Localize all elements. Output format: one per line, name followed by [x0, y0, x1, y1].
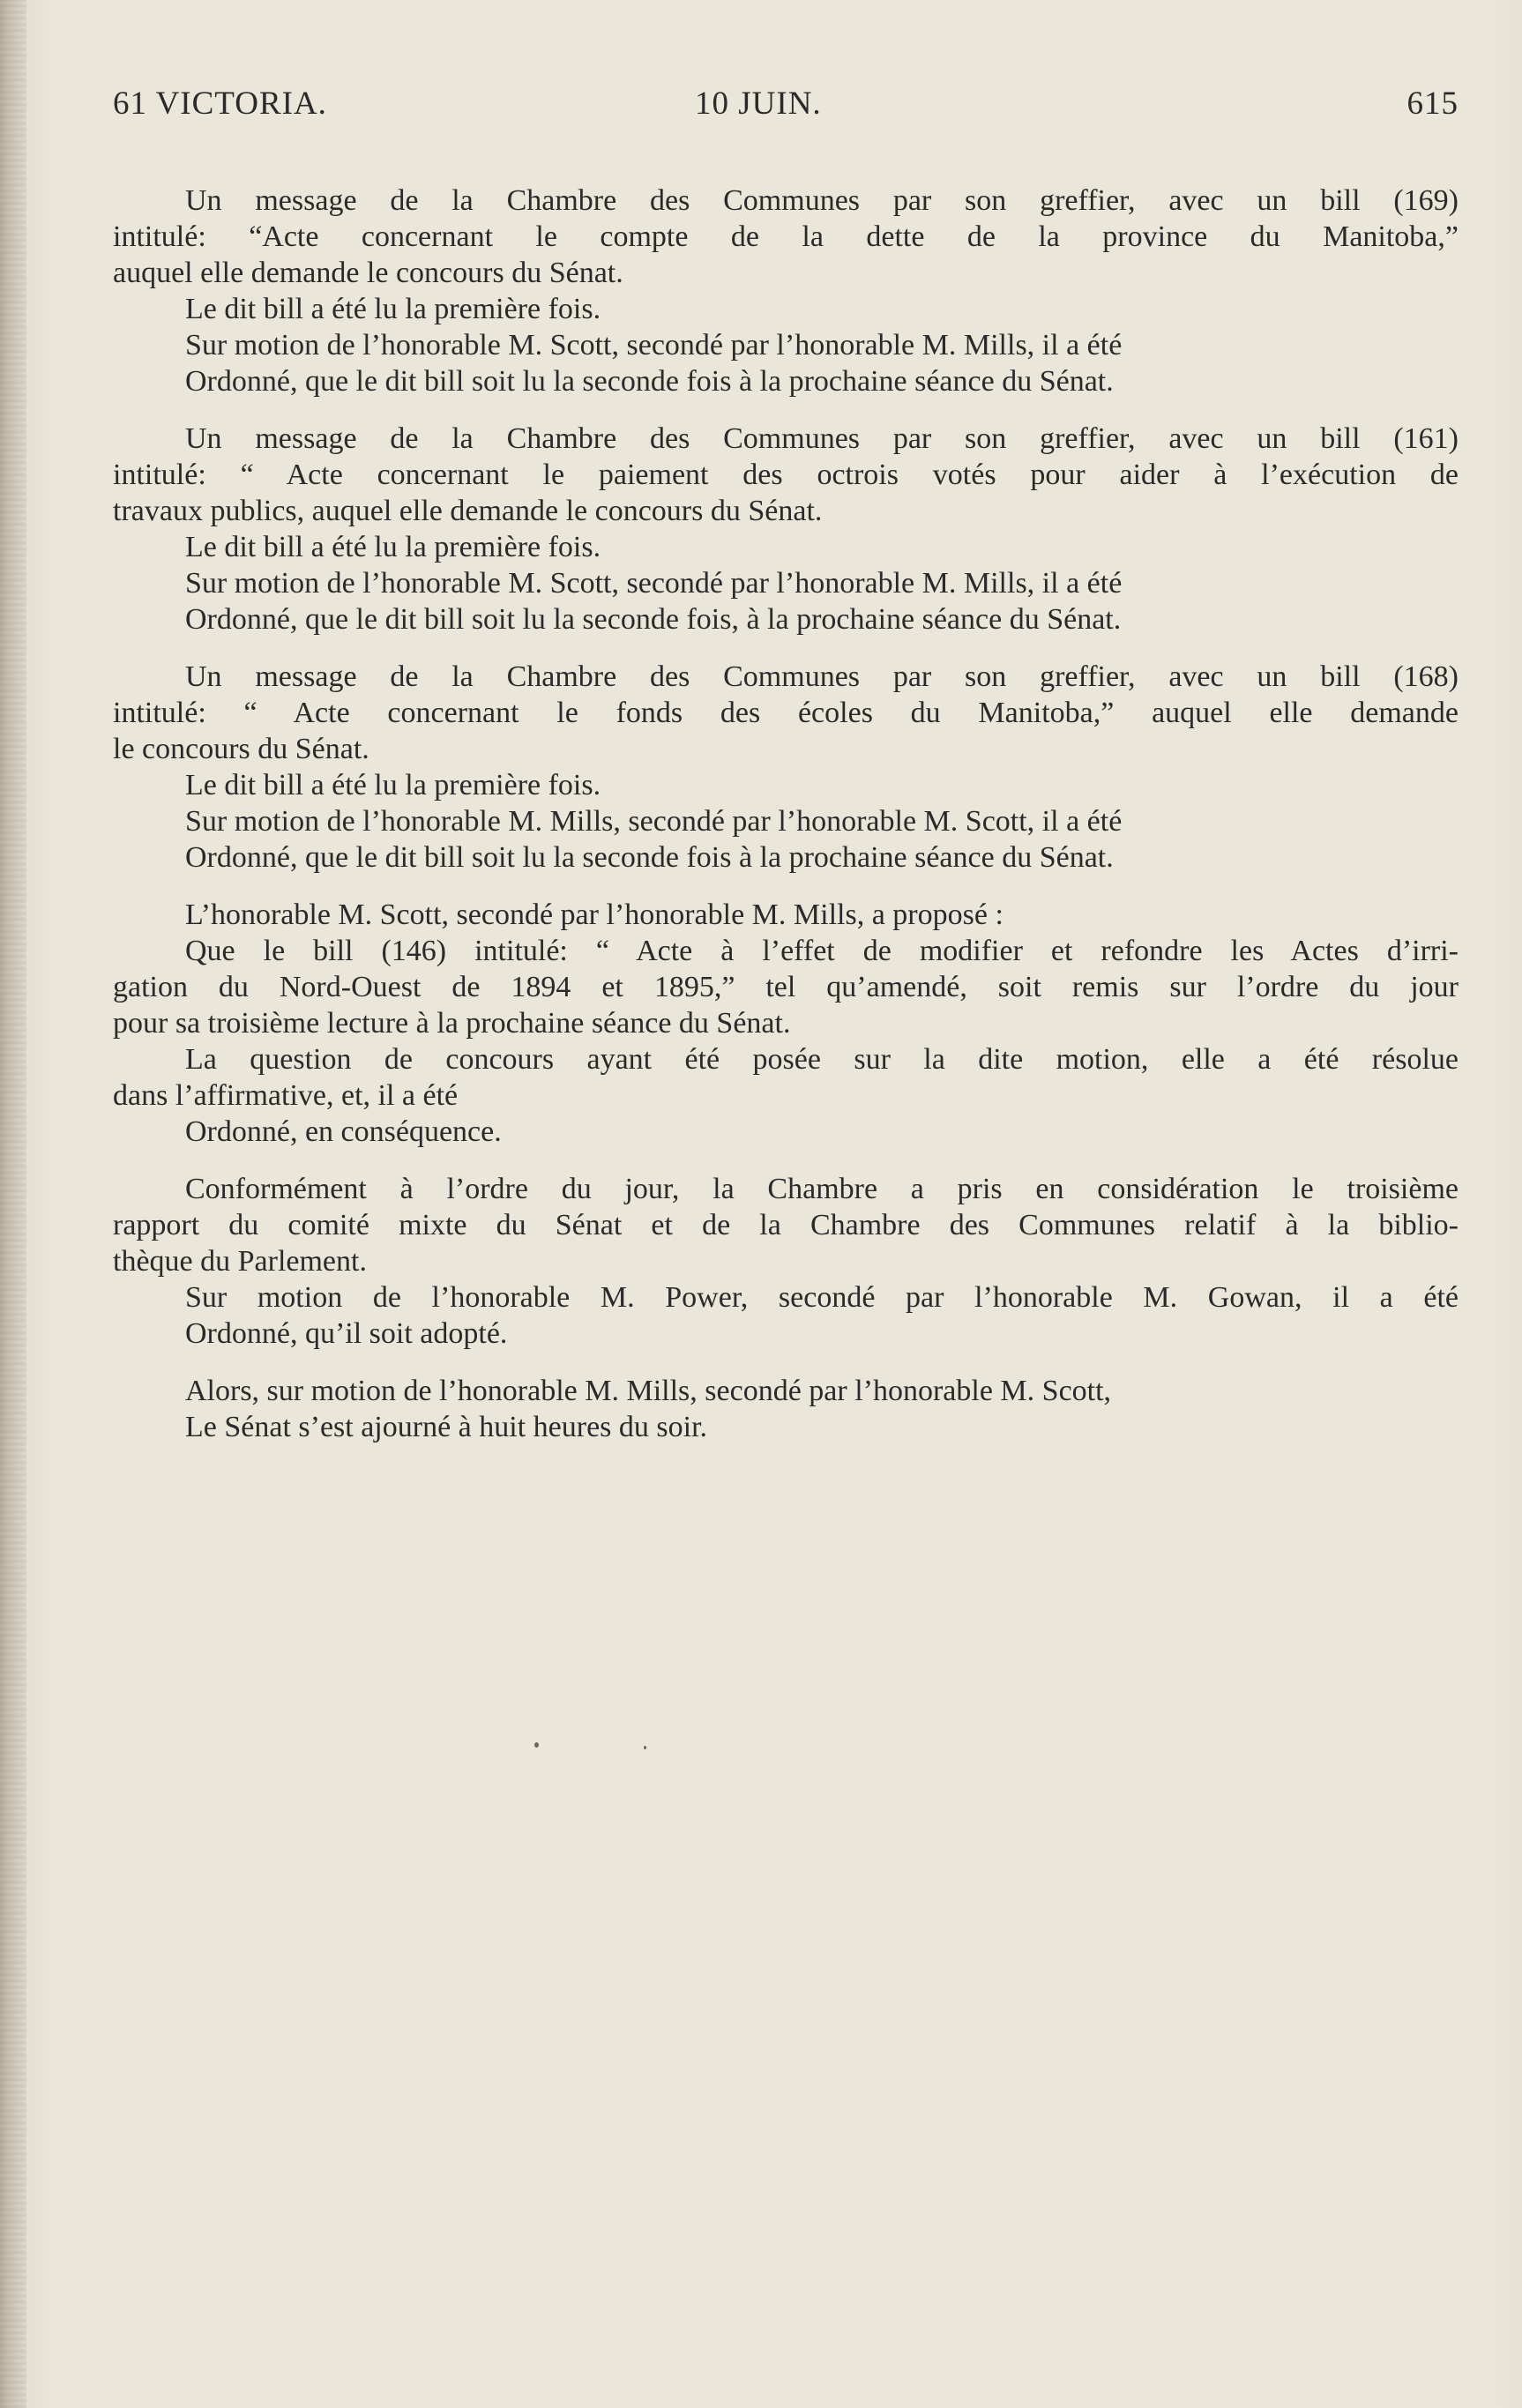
text-line: Ordonné, qu’il soit adopté. [185, 1317, 508, 1350]
paragraph-adjournment [113, 1373, 1459, 1445]
text-line: Sur motion de l’honorable M. Mills, secondé par l’honorable M. Scott, il a été [185, 805, 1123, 838]
journal-body [113, 183, 1459, 1466]
text-line: intitulé: “ Acte concernant le paiement des octrois votés pour aider à l’exécution de [113, 458, 1459, 491]
text-line: Sur motion de l’honorable M. Scott, secondé par l’honorable M. Mills, il a été [185, 567, 1123, 600]
text-line: Un message de la Chambre des Communes par son greffier, avec un bill (168) [185, 660, 1459, 693]
text-line: gation du Nord-Ouest de 1894 et 1895,” tel qu’amendé, soit remis sur l’ordre du jour [113, 971, 1459, 1003]
text-line: Ordonné, que le dit bill soit lu la seconde fois, à la prochaine séance du Sénat. [185, 603, 1122, 636]
text-line: dans l’affirmative, et, il a été [113, 1079, 459, 1112]
paragraph-bill-168 [113, 659, 1459, 876]
text-line: travaux publics, auquel elle demande le concours du Sénat. [113, 495, 823, 527]
text-line: auquel elle demande le concours du Sénat. [113, 257, 623, 289]
page-binding-edge [0, 0, 26, 2408]
text-line: Sur motion de l’honorable M. Power, secondé par l’honorable M. Gowan, il a été [185, 1281, 1459, 1314]
text-line: La question de concours ayant été posée sur la dite motion, elle a été résolue [185, 1043, 1459, 1076]
text-line: Un message de la Chambre des Communes par son greffier, avec un bill (161) [185, 422, 1459, 455]
text-line: Ordonné, que le dit bill soit lu la seconde fois à la prochaine séance du Sénat. [185, 365, 1114, 398]
text-line: Un message de la Chambre des Communes par son greffier, avec un bill (169) [185, 184, 1459, 217]
paper-speck [534, 1742, 539, 1748]
text-line: Alors, sur motion de l’honorable M. Mills, secondé par l’honorable M. Scott, [185, 1375, 1112, 1407]
text-line: pour sa troisième lecture à la prochaine séance du Sénat. [113, 1007, 791, 1040]
text-line: Ordonné, que le dit bill soit lu la seconde fois à la prochaine séance du Sénat. [185, 841, 1114, 874]
text-line: intitulé: “Acte concernant le compte de la dette de la province du Manitoba,” [113, 220, 1459, 253]
text-line: Que le bill (146) intitulé: “ Acte à l’effet de modifier et refondre les Actes d’irri- [185, 935, 1459, 967]
text-line: rapport du comité mixte du Sénat et de la Chambre des Communes relatif à la biblio- [113, 1209, 1459, 1241]
paragraph-bill-146 [113, 897, 1459, 1150]
text-line: Sur motion de l’honorable M. Scott, secondé par l’honorable M. Mills, il a été [185, 329, 1123, 362]
text-line: thèque du Parlement. [113, 1245, 367, 1278]
text-line: Le Sénat s’est ajourné à huit heures du soir. [185, 1411, 708, 1443]
header-session: 61 VICTORIA. [113, 86, 327, 122]
text-line: le concours du Sénat. [113, 733, 369, 765]
text-line: L’honorable M. Scott, secondé par l’honorable M. Mills, a proposé : [185, 898, 1003, 931]
paper-speck [644, 1746, 646, 1749]
paragraph-bill-161 [113, 421, 1459, 637]
text-line: intitulé: “ Acte concernant le fonds des écoles du Manitoba,” auquel elle demande [113, 697, 1459, 729]
text-line: Le dit bill a été lu la première fois. [185, 531, 601, 563]
paragraph-library-report [113, 1171, 1459, 1352]
text-line: Le dit bill a été lu la première fois. [185, 293, 601, 325]
paragraph-bill-169 [113, 183, 1459, 399]
text-line: Le dit bill a été lu la première fois. [185, 769, 601, 801]
page-header [113, 85, 1459, 129]
text-line: Conformément à l’ordre du jour, la Chambre a pris en considération le troisième [185, 1173, 1459, 1205]
page-number: 615 [1406, 86, 1459, 122]
text-line: Ordonné, en conséquence. [185, 1115, 502, 1148]
header-date: 10 JUIN. [695, 86, 822, 122]
